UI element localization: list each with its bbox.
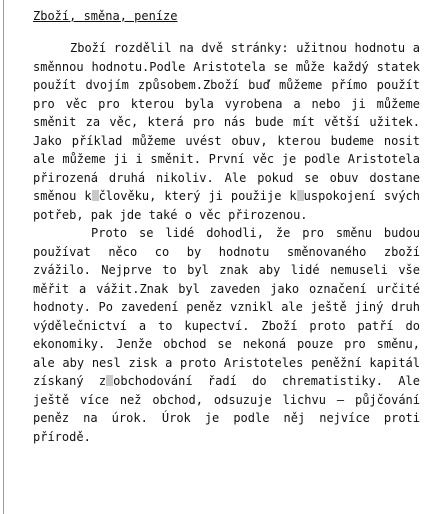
paragraph-2	[33, 224, 420, 446]
document-page	[33, 8, 420, 446]
document-title: Zboží, směna, peníze	[33, 9, 178, 23]
paragraph-1-text-b: člověku, který ji použije k	[98, 189, 297, 203]
nonbreaking-space-mark	[297, 190, 304, 201]
page-left-border	[3, 0, 4, 514]
nonbreaking-space-mark	[92, 190, 99, 201]
paragraph-1	[33, 39, 420, 224]
paragraph-1-text-c: uspokojení svých potřeb, pak jde také o věc přirozenou.	[33, 189, 421, 222]
paragraph-2-text-a: Proto se lidé dohodli, že pro směnu budou používat něco co by hodnotu směnovaného zboží zvážilo. Nejprve to byl znak aby lidé nemuseli vše měřit a vážit.Znak byl zaveden jako označení určité hodnoty. Po zavedení peněz vznikl ale ještě jiný druh výdělečnictví a to kupectví. Zboží proto patří do ekonomiky. Jenže obchod se nekoná pouze pro směnu, ale aby nesl zisk a proto Aristoteles peněžní kapitál získaný z	[33, 226, 420, 388]
paragraph-2-text-b: obchodování řadí do chrematistiky. Ale ještě více než obchod, odsuzuje lichvu – půjčování peněz na úrok. Úrok je podle něj nejvíce proti přírodě.	[33, 374, 420, 444]
paragraph-1-text-a: Zboží rozdělil na dvě stránky: užitnou hodnotu a směnnou hodnotu.Podle Aristotela se může každý statek použít dvojím způsobem.Zboží buď můžeme přímo použít pro věc pro kterou byla vyrobena a nebo ji můžeme směnit za věc, která pro nás bude mít větší užitek. Jako příklad můžeme uvést obuv, kterou budeme nosit ale můžeme ji i směnit. První věc je podle Aristotela přirozená druhá nikoliv. Ale pokud se obuv dostane směnou k	[33, 41, 420, 203]
